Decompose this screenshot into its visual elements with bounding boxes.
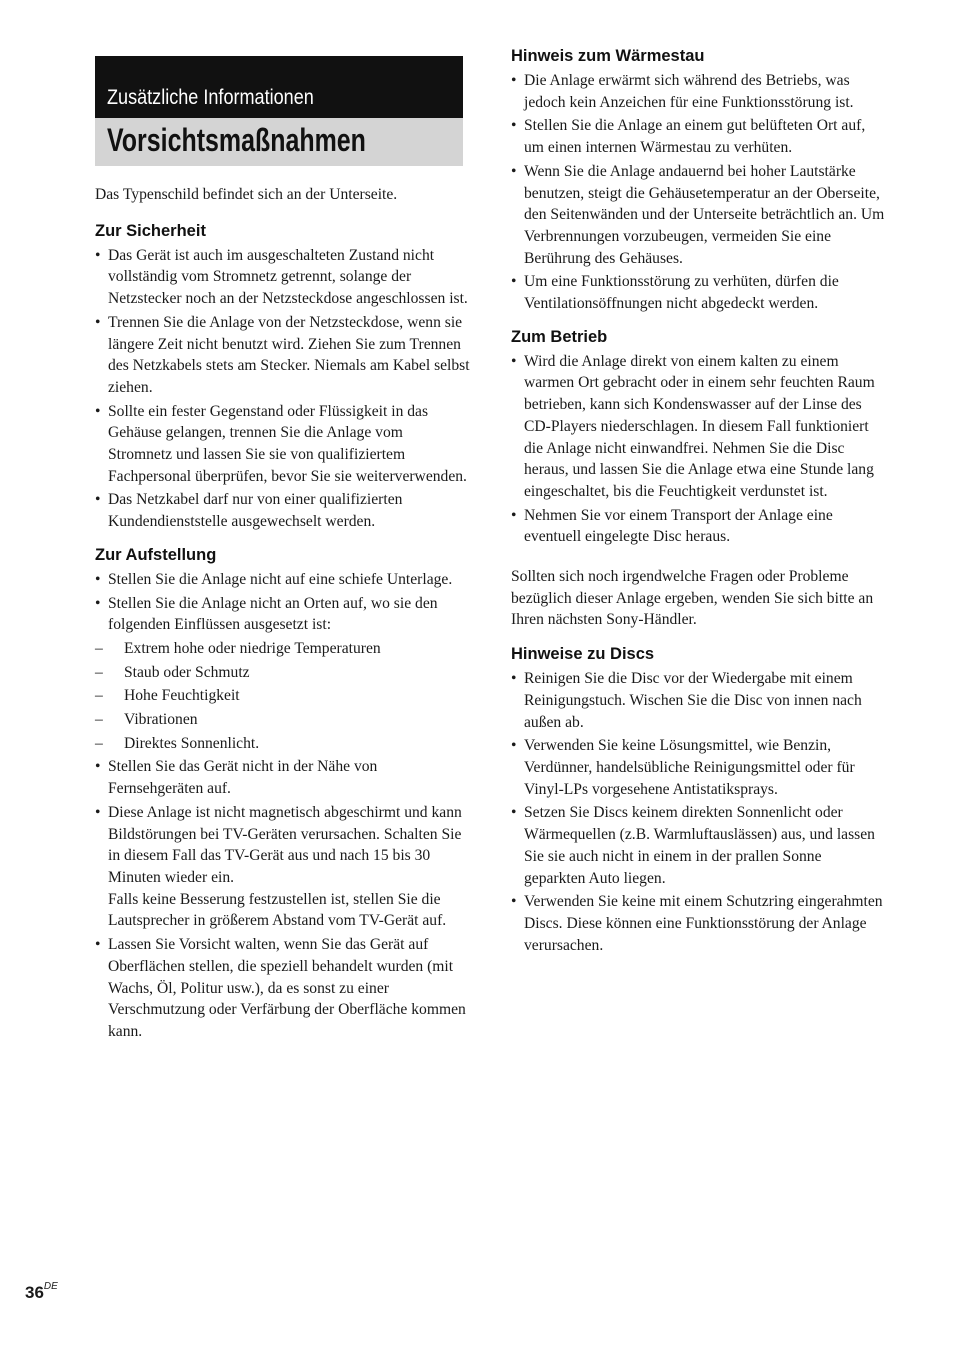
list-item: • Trennen Sie die Anlage von der Netzsteckdose, wenn sie längere Zeit nicht benutzt wird. Ziehen Sie zum Trennen des Netzkabels stets am Stecker. Niemals am Kabel selbst ziehen.: [95, 312, 470, 399]
list-sicherheit: [95, 245, 470, 533]
list-item: • Wenn Sie die Anlage andauernd bei hoher Lautstärke benutzen, steigt die Gehäusetemperatur an der Oberseite, den Seitenwänden und der Unterseite beträchtlich an. Um Verbrennungen vorzubeugen, vermeiden Sie eine Berührung des Gehäuses.: [511, 161, 886, 270]
contact-paragraph: Sollten sich noch irgendwelche Fragen oder Probleme bezüglich dieser Anlage ergeben, wenden Sie sich bitte an Ihren nächsten Sony-Händler.: [511, 568, 874, 629]
section-title: Zusätzliche Informationen: [107, 86, 314, 109]
sub-list-item: – Staub oder Schmutz: [95, 662, 470, 684]
page-language-suffix: DE: [43, 1281, 58, 1293]
heading-sicherheit: Zur Sicherheit: [95, 221, 206, 240]
heading-aufstellung: Zur Aufstellung: [95, 545, 217, 564]
list-item: • Die Anlage erwärmt sich während des Betriebs, was jedoch kein Anzeichen für eine Funktionsstörung ist.: [511, 70, 886, 113]
list-item: • Nehmen Sie vor einem Transport der Anlage eine eventuell eingelegte Disc heraus.: [511, 505, 886, 548]
sub-list-item: – Extrem hohe oder niedrige Temperaturen: [95, 638, 470, 660]
list-item-text: Stellen Sie die Anlage nicht an Orten auf, wo sie den folgenden Einflüssen ausgesetzt ist:: [108, 594, 438, 634]
heading-betrieb: Zum Betrieb: [511, 327, 608, 346]
list-item: • Reinigen Sie die Disc vor der Wiedergabe mit einem Reinigungstuch. Wischen Sie die Disc von innen nach außen ab.: [511, 668, 886, 733]
sub-list-item: – Direktes Sonnenlicht.: [95, 733, 470, 755]
list-item: • Stellen Sie die Anlage an einem gut belüfteten Ort auf, um einen internen Wärmestau zu verhüten.: [511, 115, 886, 158]
list-item: • Stellen Sie die Anlage nicht auf eine schiefe Unterlage.: [95, 569, 470, 591]
list-item: • Das Gerät ist auch im ausgeschalteten Zustand nicht vollständig vom Stromnetz getrennt, solange der Netzstecker noch an der Netzsteckdose angeschlossen ist.: [95, 245, 470, 310]
sub-list-item: – Vibrationen: [95, 709, 470, 731]
list-item-text-continued: Falls keine Besserung festzustellen ist, stellen Sie die Lautsprecher in größerem Abstand vom TV-Gerät auf.: [108, 890, 447, 930]
list-discs: [511, 668, 886, 956]
heading-waermestau: Hinweis zum Wärmestau: [511, 47, 705, 65]
heading-discs: Hinweise zu Discs: [511, 645, 655, 664]
sub-list: [108, 638, 470, 755]
list-item: • Setzen Sie Discs keinem direkten Sonnenlicht oder Wärmequellen (z.B. Warmluftauslässen) aus, und lassen Sie sie auch nicht in einem in der prallen Sonne geparkten Auto liegen.: [511, 802, 886, 889]
list-item: • Stellen Sie das Gerät nicht in der Nähe von Fernsehgeräten auf.: [95, 756, 470, 799]
list-item-text: Diese Anlage ist nicht magnetisch abgeschirmt und kann Bildstörungen bei TV-Geräten verursachen. Schalten Sie in diesem Fall das TV-Gerät aus und nach 15 bis 30 Minuten wieder ein.: [108, 803, 462, 886]
intro-text: Das Typenschild befindet sich an der Unterseite.: [95, 186, 398, 203]
list-aufstellung: [95, 569, 470, 1043]
left-column: [95, 184, 470, 1054]
list-item: • Sollte ein fester Gegenstand oder Flüssigkeit in das Gehäuse gelangen, trennen Sie die Anlage vom Stromnetz und lassen Sie sie von qualifiziertem Fachpersonal überprüfen, bevor Sie sie weiterverwenden.: [95, 401, 470, 488]
sub-list-item: – Hohe Feuchtigkeit: [95, 685, 470, 707]
page-number: [25, 1283, 58, 1303]
list-item: • Verwenden Sie keine Lösungsmittel, wie Benzin, Verdünner, handelsübliche Reinigungsmittel oder für Vinyl-LPs vorgesehene Antistatiksprays.: [511, 735, 886, 800]
list-item: • Wird die Anlage direkt von einem kalten zu einem warmen Ort gebracht oder in einem sehr feuchten Raum betrieben, kann sich Kondenswasser auf der Linse des CD-Players niederschlagen. In diesem Fall funktioniert die Anlage nicht einwandfrei. Nehmen Sie die Disc heraus, und lassen Sie die Anlage etwa eine Stunde lang eingeschaltet, bis die Feuchtigkeit verdunstet ist.: [511, 351, 886, 503]
section-header-bar: [95, 56, 463, 118]
list-item: • Um eine Funktionsstörung zu verhüten, dürfen die Ventilationsöffnungen nicht abgedeckt werden.: [511, 271, 886, 314]
list-item: • Lassen Sie Vorsicht walten, wenn Sie das Gerät auf Oberflächen stellen, die speziell behandelt wurden (mit Wachs, Öl, Politur usw.), da es sonst zu einer Verschmutzung oder Verfärbung der Oberfläche kommen kann.: [95, 934, 470, 1043]
list-waermestau: [511, 70, 886, 315]
page-title-bar: [95, 118, 463, 166]
page-title: Vorsichtsmaßnahmen: [107, 122, 366, 158]
list-item: • Das Netzkabel darf nur von einer qualifizierten Kundendienststelle ausgewechselt werden.: [95, 489, 470, 532]
list-betrieb: [511, 351, 886, 548]
list-item: • Verwenden Sie keine mit einem Schutzring eingerahmten Discs. Diese können eine Funktionsstörung der Anlage verursachen.: [511, 891, 886, 956]
list-item: [95, 802, 470, 932]
page-number-value: 36: [25, 1283, 44, 1302]
list-item: [95, 593, 470, 755]
right-column: [511, 45, 886, 967]
